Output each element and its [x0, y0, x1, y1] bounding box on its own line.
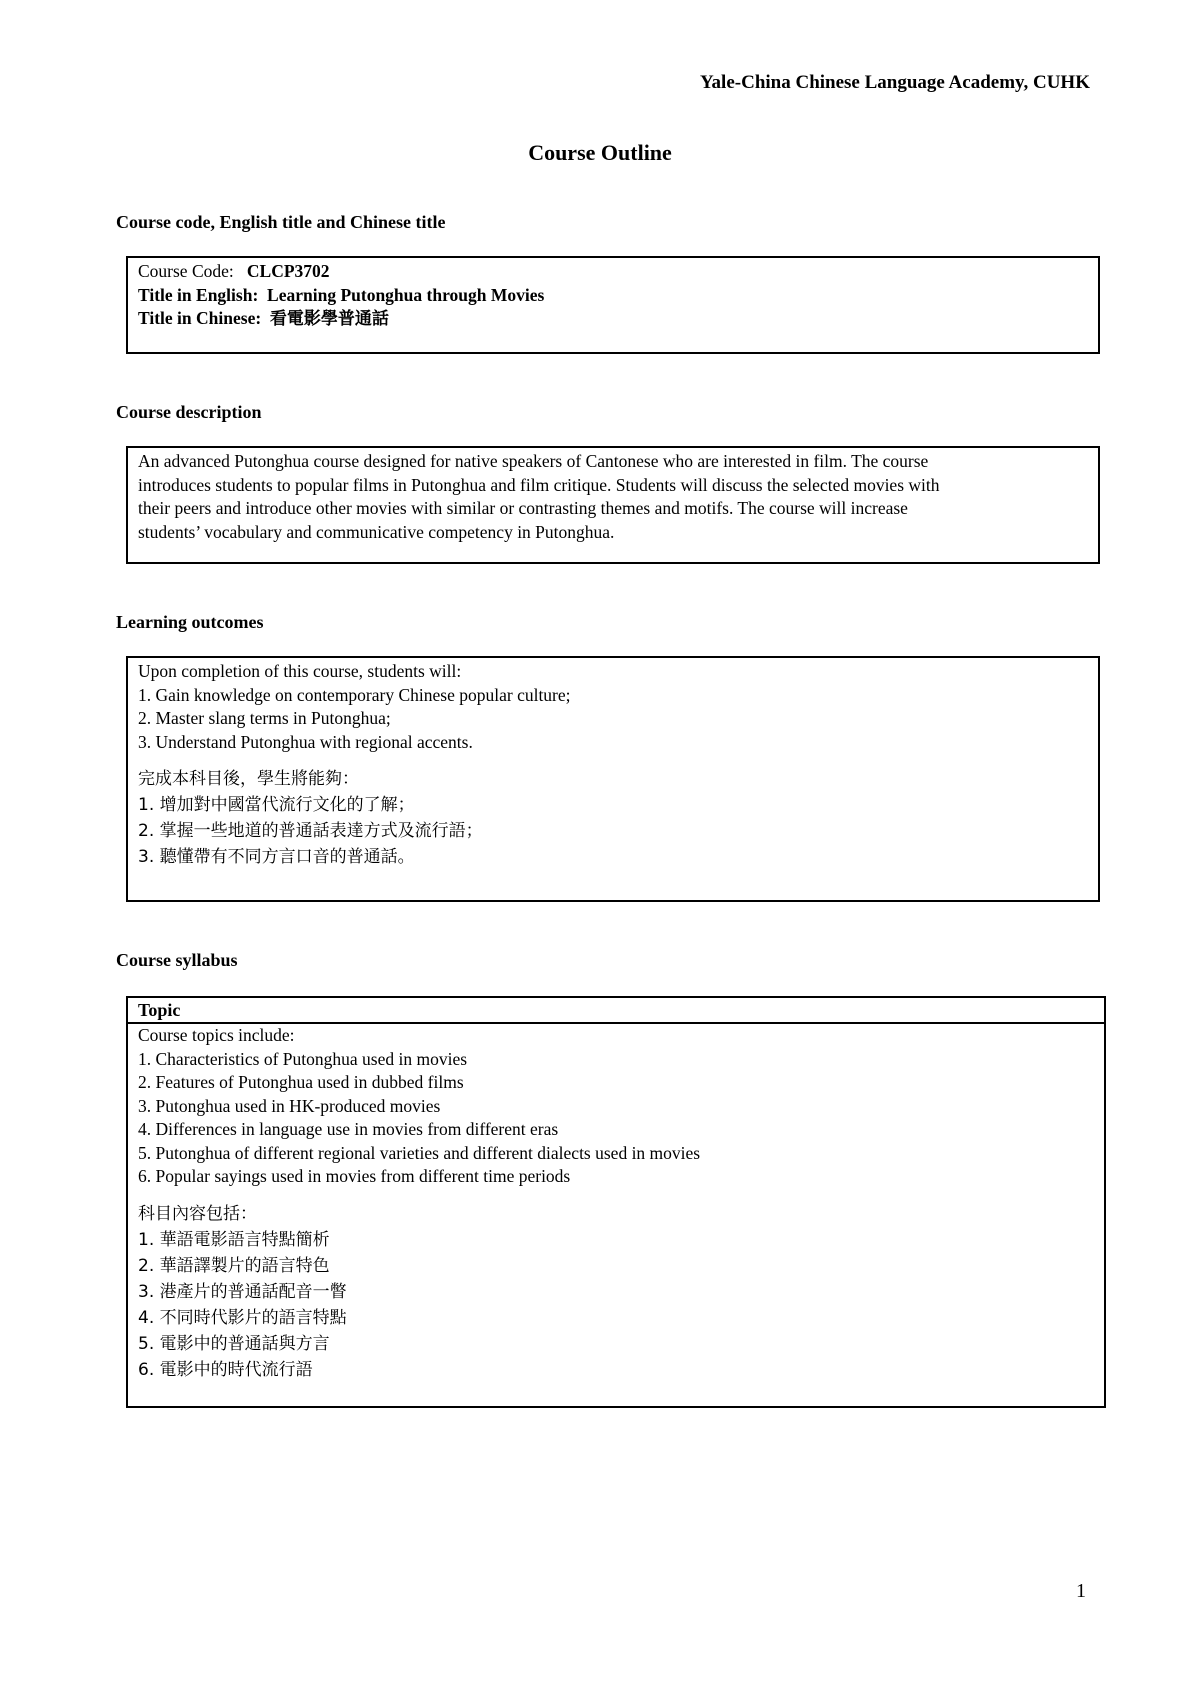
- learning-outcomes-box: [126, 656, 1100, 902]
- syllabus-en-line: 6. Popular sayings used in movies from different time periods: [138, 1166, 571, 1186]
- outcome-en-line: 2. Master slang terms in Putonghua;: [138, 708, 391, 728]
- syllabus-zh-line: 5. 電影中的普通話與方言: [138, 1333, 330, 1354]
- course-code-label: Course Code:: [138, 261, 234, 281]
- chinese-title-value: 看電影學普通話: [269, 309, 389, 329]
- syllabus-zh-line: 1. 華語電影語言特點簡析: [138, 1229, 330, 1250]
- section-heading-outcomes: Learning outcomes: [116, 612, 264, 632]
- outcome-zh-line: 2. 掌握一些地道的普通話表達方式及流行語；: [138, 821, 483, 841]
- course-code-line: [138, 260, 1088, 284]
- syllabus-zh-line: 3. 港產片的普通話配音一瞥: [138, 1281, 347, 1302]
- course-syllabus-table: [126, 996, 1106, 1408]
- institution-header: Yale-China Chinese Language Academy, CUHK: [699, 72, 1090, 93]
- syllabus-zh-line: 2. 華語譯製片的語言特色: [138, 1255, 330, 1276]
- course-code-box: [126, 256, 1100, 354]
- section-heading-codes: Course code, English title and Chinese title: [116, 212, 446, 232]
- syllabus-body: [128, 1024, 1104, 1383]
- course-code-value: CLCP3702: [246, 261, 330, 281]
- outcome-en-line: 1. Gain knowledge on contemporary Chinese popular culture;: [138, 684, 571, 705]
- chinese-title-line: [138, 307, 1088, 332]
- section-heading-syllabus: Course syllabus: [116, 950, 238, 970]
- syllabus-zh-line: 4. 不同時代影片的語言特點: [138, 1307, 347, 1328]
- syllabus-en-line: 2. Features of Putonghua used in dubbed films: [138, 1072, 464, 1092]
- english-title-line: [138, 284, 1088, 308]
- spacer: [138, 1189, 1094, 1201]
- english-title-label: Title in English:: [138, 284, 259, 305]
- syllabus-en-line: 3. Putonghua used in HK-produced movies: [138, 1095, 441, 1116]
- outcome-en-line: Upon completion of this course, students will:: [138, 661, 462, 681]
- outcome-zh-line: 1. 增加對中國當代流行文化的了解；: [138, 795, 415, 815]
- section-heading-description: Course description: [116, 402, 262, 422]
- syllabus-en-line: 5. Putonghua of different regional varieties and different dialects used in movies: [138, 1142, 701, 1163]
- description-line: introduces students to popular films in Putonghua and film critique. Students will discuss the selected movies with: [138, 474, 940, 495]
- chinese-title-label: Title in Chinese:: [138, 308, 262, 328]
- syllabus-zh-line: 科目內容包括：: [138, 1203, 257, 1224]
- course-description-box: [126, 446, 1100, 564]
- page-number: 1: [1076, 1580, 1086, 1602]
- syllabus-en-line: Course topics include:: [138, 1025, 295, 1045]
- outcome-en-line: 3. Understand Putonghua with regional accents.: [138, 731, 473, 752]
- syllabus-zh-line: 6. 電影中的時代流行語: [138, 1359, 313, 1380]
- document-title: Course Outline: [528, 140, 672, 165]
- syllabus-column-header: Topic: [128, 998, 1104, 1024]
- description-line: their peers and introduce other movies with similar or contrasting themes and motifs. The course will increase: [138, 498, 908, 518]
- description-line: An advanced Putonghua course designed for native speakers of Cantonese who are interested in film. The course: [138, 451, 929, 471]
- english-title-value: Learning Putonghua through Movies: [267, 284, 545, 305]
- outcome-zh-line: 3. 聽懂帶有不同方言口音的普通話。: [138, 847, 415, 867]
- spacer: [138, 754, 1088, 766]
- description-line: students’ vocabulary and communicative competency in Putonghua.: [138, 521, 615, 542]
- syllabus-en-line: 1. Characteristics of Putonghua used in movies: [138, 1048, 468, 1069]
- syllabus-en-line: 4. Differences in language use in movies from different eras: [138, 1119, 559, 1139]
- outcome-zh-line: 完成本科目後，學生將能夠：: [138, 769, 359, 789]
